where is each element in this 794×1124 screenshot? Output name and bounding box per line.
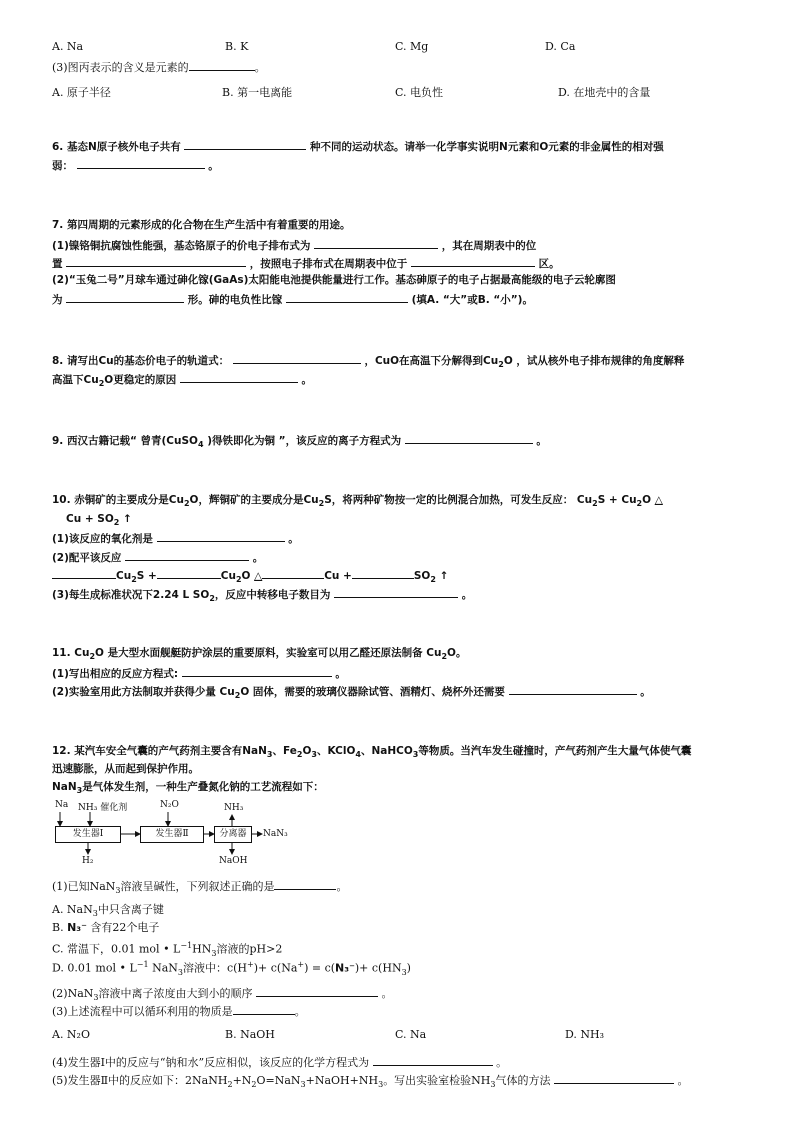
separator-box: 分离器 xyxy=(214,826,252,843)
azide-ion: N₃⁻ xyxy=(67,921,87,934)
q12-part4 xyxy=(52,1054,507,1070)
output-nh3-label: NH₃ xyxy=(224,803,244,813)
answer-blank[interactable] xyxy=(256,985,378,997)
subscript: 2 xyxy=(318,499,325,509)
q11-text: (2)实验室用此方法制取并获得少量 Cu xyxy=(52,686,235,698)
q11-text: 。 xyxy=(331,668,346,680)
q12-option-b xyxy=(52,921,159,935)
input-n2o-label: N₂O xyxy=(160,800,179,810)
q10-text: S + xyxy=(136,570,157,582)
subscript: 3 xyxy=(76,786,83,796)
q12-text: ) = c( xyxy=(304,961,336,975)
q6-text: 种不同的运动状态。请举一化学事实说明N元素和O元素的非金属性的相对强 xyxy=(306,141,664,153)
subscript: 3 xyxy=(401,967,407,977)
q12-text: 。 xyxy=(294,1005,306,1018)
subscript: 2 xyxy=(209,594,215,604)
q12-part5 xyxy=(52,1072,689,1092)
answer-blank[interactable] xyxy=(373,1054,493,1066)
q12-text: D. 0.01 mol • L xyxy=(52,961,137,975)
q11-text: 。 xyxy=(636,686,651,698)
q7-text: ，其在周期表中的位 xyxy=(438,240,537,252)
q12-part3 xyxy=(52,1003,306,1019)
q12-text: 。 xyxy=(674,1074,689,1087)
q12-text: 、NaHCO xyxy=(360,745,413,757)
q10-text: Cu + SO xyxy=(66,513,114,525)
q12-text: (5)发生器Ⅱ中的反应如下：2NaNH xyxy=(52,1074,228,1087)
subscript: 2 xyxy=(498,360,504,370)
q7-text: (1)镍铬铜抗腐蚀性能强，基态铬原子的价电子排布式为 xyxy=(52,240,315,252)
q12-text: O xyxy=(302,745,312,757)
q12-text: O=NaN xyxy=(256,1074,301,1087)
q8-text: 8. 请写出Cu的基态价电子的轨道式： xyxy=(52,355,233,367)
q12-text: 气体的方法 xyxy=(495,1074,554,1087)
q7-line1: 7. 第四周期的元素形成的化合物在生产生活中有着重要的用途。 xyxy=(52,219,351,231)
subscript: 2 xyxy=(430,575,436,585)
q11-text: O 固体，需要的玻璃仪器除试管、酒精灯、烧杯外还需要 xyxy=(240,686,509,698)
q8-text: 高温下Cu xyxy=(52,374,99,386)
subscript: 3 xyxy=(378,1080,384,1090)
subscript: 3 xyxy=(311,750,317,760)
q10-text: O xyxy=(241,570,251,582)
q11-text: O。 xyxy=(447,647,467,659)
option-b: B. 第一电离能 xyxy=(222,86,293,99)
output-h2-label: H₂ xyxy=(82,856,94,866)
subscript: 3 xyxy=(412,750,419,760)
answer-blank[interactable] xyxy=(554,1072,674,1084)
q12-text: NaN xyxy=(52,781,77,793)
heat-symbol: △ xyxy=(254,570,263,582)
subscript: 2 xyxy=(89,652,96,662)
subscript: 4 xyxy=(197,440,204,450)
q12-text: 中只含离子键 xyxy=(97,903,164,916)
q10-text: (1)该反应的氧化剂是 xyxy=(52,533,157,545)
q12-text: A. NaN xyxy=(52,903,93,916)
gas-arrow-symbol: ↑ xyxy=(439,570,449,582)
q11-text: O 是大型水面舰艇防护涂层的重要原料，实验室可以用乙醛还原法制备 Cu xyxy=(95,647,442,659)
q12-text: NaN xyxy=(148,961,178,975)
q10-text: 。 xyxy=(284,533,299,545)
q12-p3-option-a: A. N₂O xyxy=(52,1028,90,1041)
subscript: 2 xyxy=(235,575,242,585)
subscript: 2 xyxy=(183,499,190,509)
subscript: 2 xyxy=(113,518,120,528)
punct: 。 xyxy=(254,61,266,74)
q12-text: +N xyxy=(232,1074,252,1087)
option-a: A. 原子半径 xyxy=(52,86,111,99)
subscript: 2 xyxy=(227,1080,233,1090)
q10-text: SO xyxy=(413,570,431,582)
q6-text: 弱： xyxy=(52,160,77,172)
subscript: 2 xyxy=(131,575,137,585)
q12-text: B. xyxy=(52,921,68,934)
q12-option-d xyxy=(52,958,411,980)
q12-text: 等物质。当汽车发生碰撞时，产气药剂产生大量气体使气囊 xyxy=(418,745,692,757)
option-c: C. 电负性 xyxy=(395,86,444,99)
q12-text: +NaOH+NH xyxy=(305,1074,379,1087)
q10-text: ，反应中转移电子数目为 xyxy=(214,589,335,601)
q12-p3-option-c: C. Na xyxy=(395,1028,427,1041)
input-na-label: Na xyxy=(55,800,69,810)
option-d: D. Ca xyxy=(545,40,576,53)
q12-text: (3)上述流程中可以循环利用的物质是 xyxy=(52,1005,233,1018)
q12-p3-option-d: D. NH₃ xyxy=(565,1028,605,1041)
q10-text: S，将两种矿物按一定的比例混合加热，可发生反应： Cu xyxy=(324,494,593,506)
q10-text: O，辉铜矿的主要成分是Cu xyxy=(189,494,319,506)
q12-text: 溶液中离子浓度由大到小的顺序 xyxy=(98,987,256,1000)
q12-text: 溶液呈碱性，下列叙述正确的是 xyxy=(120,880,275,893)
q12-text: HN xyxy=(192,942,212,956)
subscript: 3 xyxy=(93,993,99,1003)
q8-text: 。 xyxy=(297,374,313,386)
subscript: 2 xyxy=(592,499,598,509)
superscript: −1 xyxy=(136,960,149,969)
q7-text: 区。 xyxy=(534,258,560,270)
heat-symbol: △ xyxy=(654,494,663,506)
generator-2-box: 发生器Ⅱ xyxy=(140,826,204,843)
subscript: 2 xyxy=(234,691,241,701)
option-c: C. Mg xyxy=(395,40,429,53)
q12-p3-option-b: B. NaOH xyxy=(225,1028,275,1041)
q7-text: ，按照电子排布式在周期表中位于 xyxy=(246,258,411,270)
q10-text: (2)配平该反应 xyxy=(52,552,126,564)
option-a: A. Na xyxy=(52,40,84,53)
q10-text: 10. 赤铜矿的主要成分是Cu xyxy=(52,494,184,506)
output-nan3-label: NaN₃ xyxy=(263,829,288,839)
q9-text: )得铁即化为铜 ”，该反应的离子方程式为 xyxy=(203,435,405,447)
q7-text: 为 xyxy=(52,294,67,306)
q12-text: 溶液中：c(H xyxy=(182,961,248,975)
q10-text: S + Cu xyxy=(597,494,637,506)
q12-option-a xyxy=(52,903,164,921)
subscript: 2 xyxy=(251,1080,257,1090)
q12-text: (2)NaN xyxy=(52,987,94,1000)
q10-text: Cu xyxy=(220,570,236,582)
q7-text: (填A. “大”或B. “小”)。 xyxy=(407,294,533,306)
subscript: 3 xyxy=(211,948,217,958)
subscript: 2 xyxy=(296,750,303,760)
q7-text: 形。砷的电负性比镓 xyxy=(184,294,286,306)
q12-text: 。 xyxy=(336,880,348,893)
output-naoh-label: NaOH xyxy=(219,856,248,866)
q11-text: (1)写出相应的反应方程式: xyxy=(52,668,182,680)
q10-text: Cu xyxy=(116,570,132,582)
subscript: 2 xyxy=(636,499,643,509)
q12-text: 是气体发生剂，一种生产叠氮化钠的工艺流程如下： xyxy=(82,781,324,793)
q12-text: )+ c(Na xyxy=(253,961,298,975)
subscript: 4 xyxy=(355,750,361,760)
q12-text: 含有22个电子 xyxy=(86,921,160,934)
answer-blank[interactable] xyxy=(233,1003,295,1015)
q12-text: 。 xyxy=(377,987,393,1000)
q10-text: 。 xyxy=(249,552,264,564)
q7-line4: (2)“玉兔二号”月球车通过砷化镓(GaAs)太阳能电池提供能量进行工作。基态砷原子的电子占据最高能级的电子云轮廓图 xyxy=(52,274,616,286)
q6-text: 。 xyxy=(204,160,219,172)
subscript: 3 xyxy=(490,1080,496,1090)
generator-1-box: 发生器Ⅰ xyxy=(55,826,121,843)
gas-arrow-symbol: ↑ xyxy=(123,513,132,525)
q8-text: O ，试从核外电子排布规律的角度解释 xyxy=(503,355,685,367)
q12-text: C. 常温下，0.01 mol • L xyxy=(52,942,181,956)
q10-text: Cu + xyxy=(324,570,352,582)
q9-text: 。 xyxy=(532,435,547,447)
q12-text: 溶液的pH>2 xyxy=(216,942,283,956)
q5-part3-text: (3)图丙表示的含义是元素的 xyxy=(52,61,189,74)
subscript: 2 xyxy=(98,379,105,389)
q12-text: 。写出实验室检验NH xyxy=(383,1074,491,1087)
q12-text: (4)发生器Ⅰ中的反应与“钠和水”反应相似，该反应的化学方程式为 xyxy=(52,1056,373,1069)
q7-text: 置 xyxy=(52,258,67,270)
q12-line2: 迅速膨胀，从而起到保护作用。 xyxy=(52,763,199,775)
subscript: 3 xyxy=(115,886,121,896)
q8-text: O更稳定的原因 xyxy=(104,374,180,386)
subscript: 3 xyxy=(177,967,183,977)
q12-text: (1)已知NaN xyxy=(52,880,116,893)
q10-text: 。 xyxy=(458,589,473,601)
superscript: + xyxy=(297,960,305,969)
q10-text: O xyxy=(642,494,652,506)
subscript: 3 xyxy=(92,909,98,919)
q12-text: )+ c(HN xyxy=(354,961,402,975)
option-b: B. K xyxy=(225,40,249,53)
answer-blank[interactable] xyxy=(274,878,336,890)
superscript: −1 xyxy=(180,941,193,950)
q11-text: 11. Cu xyxy=(52,647,90,659)
azide-ion: N₃⁻ xyxy=(335,961,355,975)
q12-text: 、KClO xyxy=(316,745,356,757)
input-nh3-catalyst-label: NH₃ 催化剂 xyxy=(78,803,128,813)
subscript: 3 xyxy=(266,750,273,760)
q12-text: 、Fe xyxy=(272,745,297,757)
option-d: D. 在地壳中的含量 xyxy=(558,86,651,99)
subscript: 3 xyxy=(300,1080,306,1090)
q8-text: ，CuO在高温下分解得到Cu xyxy=(360,355,499,367)
q12-text: ) xyxy=(406,961,411,975)
q9-text: 9. 西汉古籍记载“ 曾青(CuSO xyxy=(52,435,198,447)
q10-text: (3)每生成标准状况下2.24 L SO xyxy=(52,589,210,601)
q12-text: 。 xyxy=(492,1056,508,1069)
q6-text: 6. 基态N原子核外电子共有 xyxy=(52,141,185,153)
superscript: + xyxy=(247,960,254,969)
subscript: 2 xyxy=(441,652,448,662)
q12-part1 xyxy=(52,878,347,898)
q12-text: 12. 某汽车安全气囊的产气药剂主要含有NaN xyxy=(52,745,267,757)
